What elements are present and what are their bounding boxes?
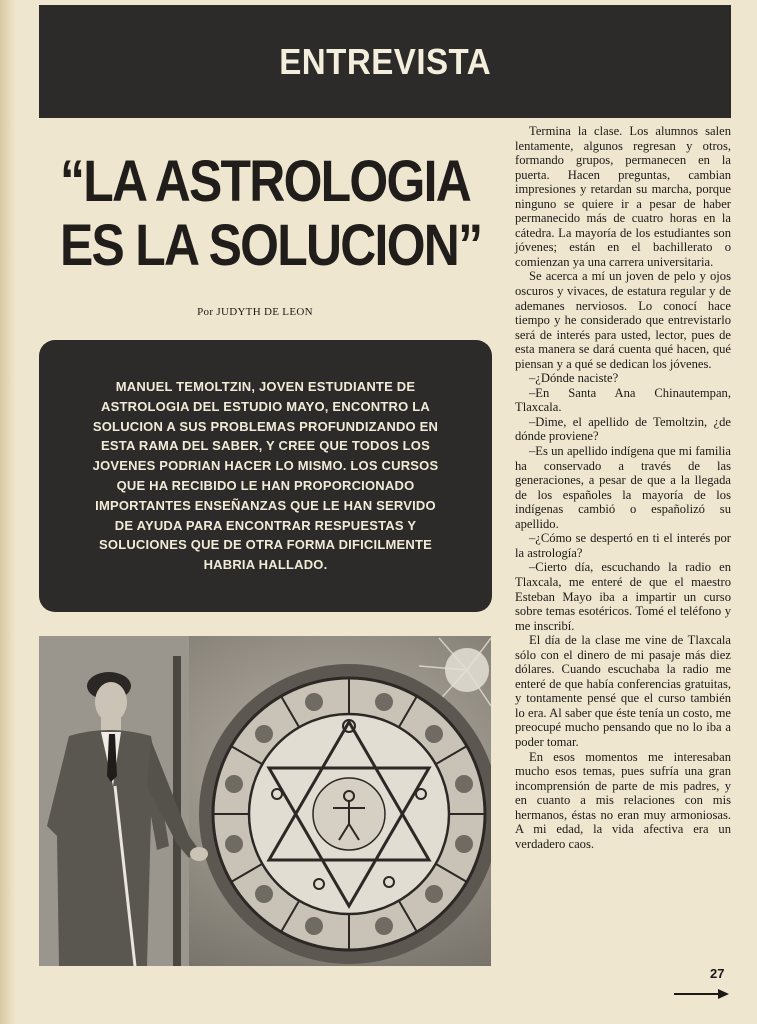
article-photo [39,636,491,966]
headline-line-2: ES LA SOLUCION” [60,213,482,278]
body-paragraph: Termina la clase. Los alumnos salen lentamente, algunos regresan y otros, formando grupos, permanecen en la puerta. Hacen preguntas, cambian impresiones y retardan su marcha, porque ninguno se quiere ir a pesar de haber permanecido más de cuatro horas en la cátedra. La mayoría de los estudiantes son jóvenes; están en el bachillerato o comienzan ya una carrera universitaria. [515,124,731,269]
right-arrow-icon [672,987,730,1001]
body-paragraph: Se acerca a mí un joven de pelo y ojos oscuros y vivaces, de estatura regular y de ademanes nerviosos. Lo conocí hace tiempo y he considerado que entrevistarlo será de interés para usted, lector, pues de esta manera se dará cuenta qué hacen, qué piensan y a qué se dedican los jóvenes. [515,269,731,371]
body-paragraph: –¿Cómo se despertó en ti el interés por la astrología? [515,531,731,560]
body-paragraph: El día de la clase me vine de Tlaxcala sólo con el dinero de mi pasaje más diez dólares. Cuando escuchaba la radio me enteré de que había conferencias gratuitas, y tontamente pensé que el curso también lo era. Al saber que éste tenía un costo, me preocupé mucho pensando que no lo iba a poder tomar. [515,633,731,749]
headline-line-1: “LA ASTROLOGIA [60,149,471,214]
byline: Por JUDYTH DE LEON [197,306,313,318]
section-title: ENTREVISTA [279,40,491,82]
article-body [515,124,731,851]
page-edge [0,0,16,1024]
section-banner [39,5,731,118]
body-paragraph: –Dime, el apellido de Temoltzin, ¿de dónde proviene? [515,414,731,444]
lead-text: MANUEL TEMOLTZIN, JOVEN ESTUDIANTE DE ASTROLOGIA DEL ESTUDIO MAYO, ENCONTRO LA SOLUCION A SUS PROBLEMAS PROFUNDIZANDO EN ESTA RAMA DEL SABER, Y CREE QUE TODOS LOS JOVENES PODRIAN HACER LO MISMO. LOS CURSOS QUE HA RECIBIDO LE HAN PROPORCIONADO IMPORTANTES ENSEÑANZAS QUE LE HAN SERVIDO DE AYUDA PARA ENCONTRAR RESPUESTAS Y SOLUCIONES QUE DE OTRA FORMA DIFICILMENTE HABRIA HALLADO. [92,379,439,573]
body-paragraph: –¿Dónde naciste? [529,371,619,386]
body-paragraph: –Cierto día, escuchando la radio en Tlaxcala, me enteré de que el maestro Esteban Mayo iba a impartir un curso sobre temas esotéricos. Tomé el teléfono y me inscribí. [515,560,731,633]
body-paragraph: En esos momentos me interesaban mucho esos temas, pues sufría una gran incomprensión de parte de mis padres, y en cuanto a mis relaciones con mis hermanos, éstas no eran muy armoniosas. A mi edad, la vida afectiva era un verdadero caos. [515,749,731,851]
article-headline [60,149,482,278]
lead-box [39,340,492,612]
page-number: 27 [710,966,725,981]
body-paragraph: –En Santa Ana Chinautempan, Tlaxcala. [515,385,731,415]
body-paragraph: –Es un apellido indígena que mi familia ha conservado a través de las generaciones, a pesar de que a la llegada de los españoles la mayoría de los indígenas cambió o españolizó su apellido. [515,444,731,531]
